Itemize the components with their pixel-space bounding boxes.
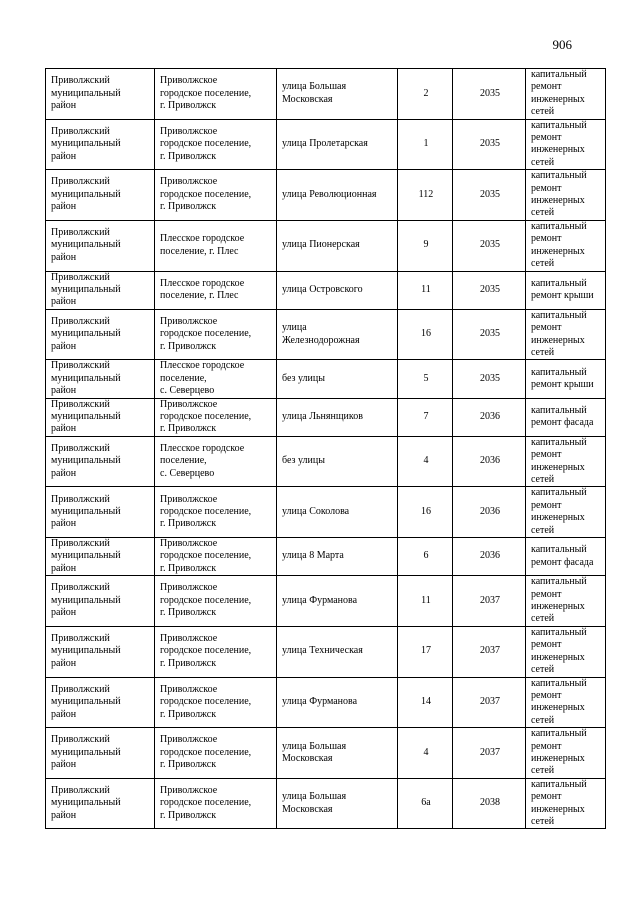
cell-house-number: 7 (398, 398, 453, 436)
cell-district: Приволжский муниципальный район (46, 728, 155, 779)
cell-year: 2036 (453, 538, 526, 576)
cell-street: улица Железнодорожная (277, 309, 398, 360)
cell-year: 2038 (453, 778, 526, 829)
table-row (46, 170, 606, 221)
cell-settlement: Плесское городское поселение, г. Плес (155, 220, 277, 271)
table-row (46, 677, 606, 728)
cell-settlement: Приволжское городское поселение, г. Приволжск (155, 487, 277, 538)
cell-settlement: Приволжское городское поселение, г. Приволжск (155, 778, 277, 829)
table-row (46, 728, 606, 779)
cell-house-number: 16 (398, 309, 453, 360)
cell-house-number: 5 (398, 360, 453, 398)
table-row (46, 360, 606, 398)
cell-year: 2036 (453, 398, 526, 436)
cell-house-number: 14 (398, 677, 453, 728)
cell-settlement: Приволжское городское поселение, г. Приволжск (155, 170, 277, 221)
cell-district: Приволжский муниципальный район (46, 487, 155, 538)
cell-house-number: 2 (398, 69, 453, 120)
cell-work-type: капитальный ремонт фасада (526, 398, 606, 436)
cell-settlement: Приволжское городское поселение, г. Приволжск (155, 538, 277, 576)
cell-district: Приволжский муниципальный район (46, 576, 155, 627)
cell-settlement: Приволжское городское поселение, г. Приволжск (155, 728, 277, 779)
cell-district: Приволжский муниципальный район (46, 170, 155, 221)
cell-street: улица Островского (277, 271, 398, 309)
cell-district: Приволжский муниципальный район (46, 220, 155, 271)
page-number: 906 (552, 37, 572, 52)
cell-house-number: 11 (398, 576, 453, 627)
table-row (46, 576, 606, 627)
cell-house-number: 6 (398, 538, 453, 576)
cell-year: 2035 (453, 271, 526, 309)
cell-house-number: 112 (398, 170, 453, 221)
cell-year: 2036 (453, 436, 526, 487)
cell-house-number: 16 (398, 487, 453, 538)
cell-street: улица Большая Московская (277, 69, 398, 120)
cell-district: Приволжский муниципальный район (46, 271, 155, 309)
cell-street: без улицы (277, 436, 398, 487)
cell-work-type: капитальный ремонт крыши (526, 271, 606, 309)
cell-house-number: 4 (398, 436, 453, 487)
cell-settlement: Приволжское городское поселение, г. Приволжск (155, 677, 277, 728)
cell-street: улица 8 Марта (277, 538, 398, 576)
cell-settlement: Плесское городское поселение, г. Плес (155, 271, 277, 309)
cell-work-type: капитальный ремонт инженерных сетей (526, 728, 606, 779)
cell-work-type: капитальный ремонт инженерных сетей (526, 69, 606, 120)
cell-year: 2037 (453, 677, 526, 728)
cell-work-type: капитальный ремонт инженерных сетей (526, 626, 606, 677)
table-row (46, 69, 606, 120)
table-row (46, 626, 606, 677)
cell-work-type: капитальный ремонт крыши (526, 360, 606, 398)
cell-year: 2036 (453, 487, 526, 538)
table-body (46, 69, 606, 829)
cell-year: 2035 (453, 309, 526, 360)
cell-house-number: 6а (398, 778, 453, 829)
cell-work-type: капитальный ремонт инженерных сетей (526, 436, 606, 487)
cell-district: Приволжский муниципальный район (46, 119, 155, 170)
cell-settlement: Плесское городское поселение, с. Северцево (155, 436, 277, 487)
cell-district: Приволжский муниципальный район (46, 69, 155, 120)
cell-street: улица Соколова (277, 487, 398, 538)
table-row (46, 778, 606, 829)
cell-year: 2035 (453, 69, 526, 120)
table-row (46, 220, 606, 271)
cell-street: улица Пионерская (277, 220, 398, 271)
cell-district: Приволжский муниципальный район (46, 538, 155, 576)
cell-settlement: Приволжское городское поселение, г. Приволжск (155, 69, 277, 120)
cell-work-type: капитальный ремонт инженерных сетей (526, 309, 606, 360)
cell-house-number: 9 (398, 220, 453, 271)
cell-street: улица Пролетарская (277, 119, 398, 170)
cell-work-type: капитальный ремонт инженерных сетей (526, 677, 606, 728)
cell-district: Приволжский муниципальный район (46, 778, 155, 829)
cell-settlement: Приволжское городское поселение, г. Приволжск (155, 626, 277, 677)
table-row (46, 436, 606, 487)
cell-year: 2035 (453, 119, 526, 170)
cell-settlement: Приволжское городское поселение, г. Приволжск (155, 119, 277, 170)
cell-settlement: Приволжское городское поселение, г. Приволжск (155, 309, 277, 360)
cell-district: Приволжский муниципальный район (46, 360, 155, 398)
cell-settlement: Плесское городское поселение, с. Северцево (155, 360, 277, 398)
cell-work-type: капитальный ремонт инженерных сетей (526, 487, 606, 538)
cell-district: Приволжский муниципальный район (46, 677, 155, 728)
cell-street: улица Фурманова (277, 677, 398, 728)
cell-house-number: 11 (398, 271, 453, 309)
cell-year: 2035 (453, 170, 526, 221)
cell-work-type: капитальный ремонт инженерных сетей (526, 576, 606, 627)
cell-house-number: 4 (398, 728, 453, 779)
table-row (46, 487, 606, 538)
cell-year: 2037 (453, 626, 526, 677)
cell-work-type: капитальный ремонт инженерных сетей (526, 220, 606, 271)
cell-district: Приволжский муниципальный район (46, 436, 155, 487)
cell-street: без улицы (277, 360, 398, 398)
cell-work-type: капитальный ремонт инженерных сетей (526, 778, 606, 829)
cell-house-number: 17 (398, 626, 453, 677)
cell-work-type: капитальный ремонт инженерных сетей (526, 170, 606, 221)
cell-year: 2035 (453, 360, 526, 398)
cell-street: улица Революционная (277, 170, 398, 221)
repair-schedule-table (45, 68, 606, 829)
table-row (46, 309, 606, 360)
cell-street: улица Техническая (277, 626, 398, 677)
table-row (46, 119, 606, 170)
cell-year: 2037 (453, 576, 526, 627)
table-row (46, 398, 606, 436)
cell-street: улица Большая Московская (277, 778, 398, 829)
cell-work-type: капитальный ремонт инженерных сетей (526, 119, 606, 170)
cell-settlement: Приволжское городское поселение, г. Приволжск (155, 576, 277, 627)
cell-work-type: капитальный ремонт фасада (526, 538, 606, 576)
cell-year: 2035 (453, 220, 526, 271)
cell-settlement: Приволжское городское поселение, г. Приволжск (155, 398, 277, 436)
table-row (46, 271, 606, 309)
cell-house-number: 1 (398, 119, 453, 170)
table-row (46, 538, 606, 576)
cell-district: Приволжский муниципальный район (46, 626, 155, 677)
cell-street: улица Льнянщиков (277, 398, 398, 436)
cell-district: Приволжский муниципальный район (46, 309, 155, 360)
cell-district: Приволжский муниципальный район (46, 398, 155, 436)
cell-year: 2037 (453, 728, 526, 779)
cell-street: улица Фурманова (277, 576, 398, 627)
cell-street: улица Большая Московская (277, 728, 398, 779)
